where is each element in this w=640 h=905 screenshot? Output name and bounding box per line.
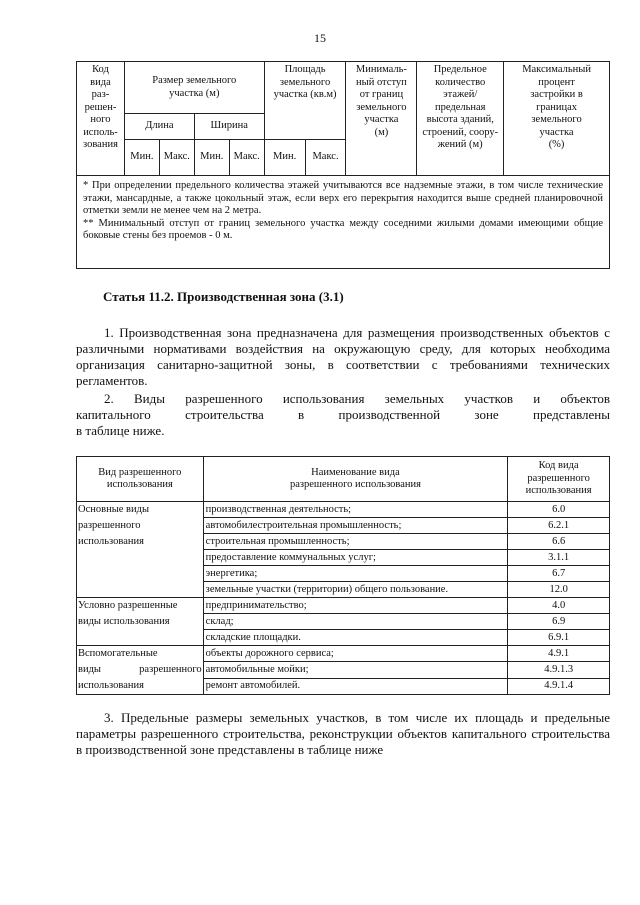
use-name: земельные участки (территории) общего пользование. bbox=[203, 582, 508, 598]
header-length: Длина bbox=[124, 114, 194, 140]
group-conditional-uses: Условно разрешенные виды использования bbox=[77, 598, 204, 646]
use-code: 3.1.1 bbox=[508, 550, 610, 566]
header-use-name: Наименование вида разрешенного использования bbox=[203, 457, 508, 502]
use-name: предоставление коммунальных услуг; bbox=[203, 550, 508, 566]
use-code: 4.9.1 bbox=[508, 646, 610, 662]
header-width: Ширина bbox=[194, 114, 264, 140]
header-max-floors: Предельное количество этажей/ предельная высота зданий, строений, соору- жений (м) bbox=[417, 62, 504, 176]
use-name: производственная деятельность; bbox=[203, 502, 508, 518]
header-max-coverage: Максимальный процент застройки в границах земельного участка (%) bbox=[504, 62, 610, 176]
use-name: энергетика; bbox=[203, 566, 508, 582]
header-min-offset: Минималь- ный отступ от границ земельного участка (м) bbox=[346, 62, 417, 176]
use-code: 6.2.1 bbox=[508, 518, 610, 534]
header-plot-size: Размер земельного участка (м) bbox=[124, 62, 264, 114]
use-name: автомобилестроительная промышленность; bbox=[203, 518, 508, 534]
use-code: 6.0 bbox=[508, 502, 610, 518]
header-area-min: Мин. bbox=[264, 140, 305, 176]
page-number: 15 bbox=[314, 31, 326, 45]
paragraph-1: 1. Производственная зона предназначена для размещения производственных объектов с различными нормативами воздействия на окружающую среду, для которых необходима организация санитарно-защитной зоны, в соответствии с требованиями технических регламентов. bbox=[76, 325, 610, 388]
header-width-min: Мин. bbox=[194, 140, 229, 176]
header-length-min: Мин. bbox=[124, 140, 159, 176]
use-name: объекты дорожного сервиса; bbox=[203, 646, 508, 662]
header-width-max: Макс. bbox=[229, 140, 264, 176]
header-length-max: Макс. bbox=[159, 140, 194, 176]
header-area-max: Макс. bbox=[305, 140, 346, 176]
use-code: 4.9.1.3 bbox=[508, 662, 610, 678]
use-code: 4.9.1.4 bbox=[508, 678, 610, 694]
use-code: 12.0 bbox=[508, 582, 610, 598]
note-floors: * При определении предельного количества этажей учитываются все надземные этажи, в том числе технические этажи, мансардные, а также цокольный этаж, если верх его перекрытия находится выше средней планировочной отметки земли не менее чем на 2 метра. bbox=[83, 180, 603, 216]
use-code: 6.9 bbox=[508, 614, 610, 630]
use-name: склад; bbox=[203, 614, 508, 630]
use-name: ремонт автомобилей. bbox=[203, 678, 508, 694]
note-offset: ** Минимальный отступ от границ земельного участка между соседними жилыми домами имеющими общие боковые стены без проемов - 0 м. bbox=[83, 217, 603, 241]
use-name: складские площадки. bbox=[203, 630, 508, 646]
group-main-uses: Основные виды разрешенного использования bbox=[77, 502, 204, 598]
header-code: Код вида раз- решен- ного исполь- зования bbox=[77, 62, 125, 176]
use-name: строительная промышленность; bbox=[203, 534, 508, 550]
header-area: Площадь земельного участка (кв.м) bbox=[264, 62, 346, 140]
use-code: 6.7 bbox=[508, 566, 610, 582]
use-name: автомобильные мойки; bbox=[203, 662, 508, 678]
table-notes bbox=[77, 176, 610, 269]
use-code: 6.6 bbox=[508, 534, 610, 550]
permitted-uses-table bbox=[76, 456, 610, 695]
use-code: 6.9.1 bbox=[508, 630, 610, 646]
header-use-code: Код вида разрешенного использования bbox=[508, 457, 610, 502]
paragraph-2: 2. Виды разрешенного использования земельных участков и объектов капитального строительства в производственной зоне представлены в таблице ниже. bbox=[76, 391, 610, 438]
article-heading: Статья 11.2. Производственная зона (3.1) bbox=[103, 289, 344, 304]
parameters-table bbox=[76, 61, 610, 269]
header-use-type: Вид разрешенного использования bbox=[77, 457, 204, 502]
use-name: предпринимательство; bbox=[203, 598, 508, 614]
use-code: 4.0 bbox=[508, 598, 610, 614]
group-auxiliary-uses: Вспомогательные виды разрешенного использования bbox=[77, 646, 204, 695]
paragraph-3: 3. Предельные размеры земельных участков, в том числе их площадь и предельные параметры разрешенного строительства, реконструкции объектов капитального строительства в производственной зоне представлены в таблице ниже bbox=[76, 710, 610, 757]
